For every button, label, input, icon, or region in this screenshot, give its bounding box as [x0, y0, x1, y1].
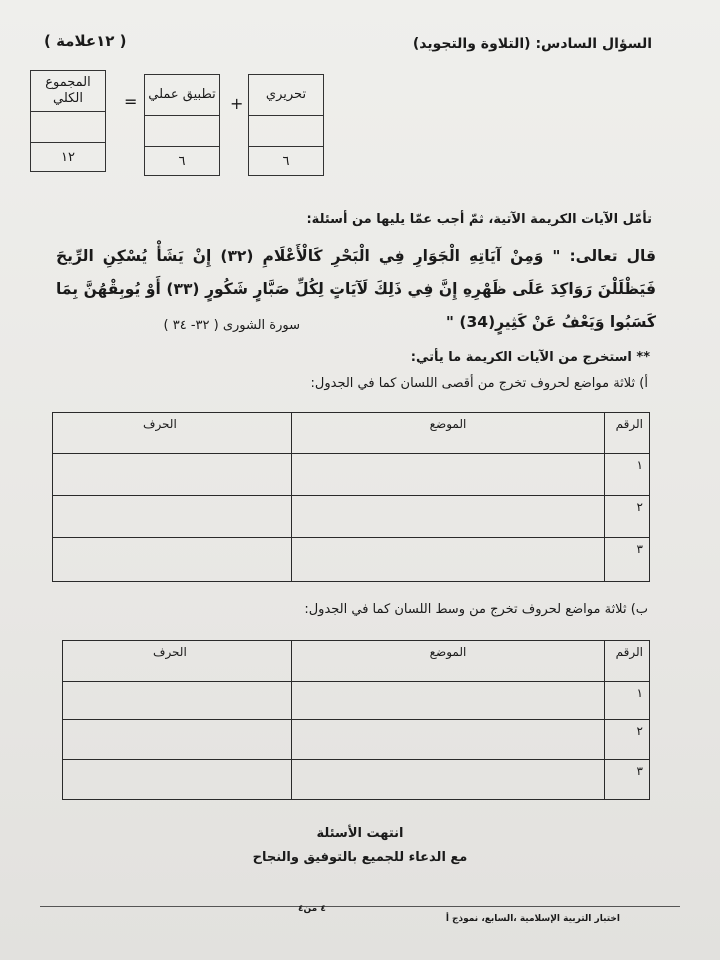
row-number: ٣ — [605, 760, 650, 800]
equals-sign: = — [124, 92, 138, 111]
quran-verse: قال تعالى: " وَمِنْ آيَاتِهِ الْجَوَارِ فِي الْبَحْرِ كَالْأَعْلَامِ (٣٢) إِنْ يَشَأْ يُسْكِنِ الرِّيحَ فَيَظْلَلْنَ رَوَاكِدَ عَلَى ظَهْرِهِ إِنَّ فِي ذَلِكَ لَآيَاتٍ لِكُلِّ صَبَّارٍ شَكُورٍ (٣٣) أَوْ يُوبِقْهُنَّ بِمَا كَسَبُوا وَيَعْفُ عَنْ كَثِيرٍ(34) " — [56, 247, 656, 331]
letter-cell[interactable] — [63, 720, 292, 760]
row-number: ٣ — [605, 538, 650, 582]
header-letter: الحرف — [63, 641, 292, 682]
plus-sign: + — [230, 94, 244, 113]
part-a-prompt: أ) ثلاثة مواضع لحروف تخرج من أقصى اللسان كما في الجدول: — [310, 376, 648, 391]
answer-table-b — [62, 640, 650, 800]
total-label: المجموع الكلي — [31, 71, 105, 112]
footer-divider — [40, 906, 680, 907]
table-row — [63, 720, 650, 760]
surah-reference: سورة الشورى ( ٣٢- ٣٤ ) — [163, 318, 300, 333]
letter-cell[interactable] — [53, 538, 292, 582]
total-value: ١٢ — [61, 149, 75, 165]
position-cell[interactable] — [292, 760, 605, 800]
total-blank — [31, 112, 105, 143]
table-row — [53, 496, 650, 538]
position-cell[interactable] — [292, 538, 605, 582]
position-cell[interactable] — [292, 454, 605, 496]
header-number: الرقم — [605, 413, 650, 454]
footer-page-number: ٤ من٤ — [298, 904, 326, 914]
header-number: الرقم — [605, 641, 650, 682]
position-cell[interactable] — [292, 496, 605, 538]
closing-line-2: مع الدعاء للجميع بالتوفيق والنجاح — [252, 850, 468, 865]
practical-value: ٦ — [178, 153, 186, 169]
position-cell[interactable] — [292, 720, 605, 760]
written-score-box — [248, 74, 324, 176]
table-header-row — [63, 641, 650, 682]
letter-cell[interactable] — [53, 496, 292, 538]
header-position: الموضع — [292, 641, 605, 682]
written-label: تحريري — [249, 75, 323, 116]
row-number: ٢ — [605, 720, 650, 760]
written-blank — [249, 116, 323, 147]
written-value: ٦ — [282, 153, 290, 169]
table-header-row — [53, 413, 650, 454]
header-letter: الحرف — [53, 413, 292, 454]
practical-blank — [145, 116, 219, 147]
row-number: ١ — [605, 454, 650, 496]
table-row — [53, 454, 650, 496]
total-score-box — [30, 70, 106, 172]
part-b-prompt: ب) ثلاثة مواضع لحروف تخرج من وسط اللسان كما في الجدول: — [304, 602, 648, 617]
extract-prompt: ** استخرج من الآيات الكريمة ما يأتي: — [410, 350, 650, 365]
question-title: السؤال السادس: (التلاوة والتجويد) — [412, 36, 652, 52]
header-position: الموضع — [292, 413, 605, 454]
letter-cell[interactable] — [63, 682, 292, 720]
table-row — [63, 682, 650, 720]
row-number: ٢ — [605, 496, 650, 538]
letter-cell[interactable] — [53, 454, 292, 496]
letter-cell[interactable] — [63, 760, 292, 800]
table-row — [63, 760, 650, 800]
table-row — [53, 538, 650, 582]
marks-label: ( ١٢علامة ) — [44, 32, 127, 50]
practical-label: تطبيق عملي — [145, 75, 219, 116]
row-number: ١ — [605, 682, 650, 720]
instruction-text: تأمّل الآيات الكريمة الآتية، ثمّ أجب عمّا يليها من أسئلة: — [306, 212, 652, 227]
practical-score-box — [144, 74, 220, 176]
closing-line-1: انتهت الأسئلة — [316, 826, 404, 841]
footer-exam-name: اختبار التربية الإسلامية ،السابع، نموذج أ — [445, 914, 620, 924]
position-cell[interactable] — [292, 682, 605, 720]
answer-table-a — [52, 412, 650, 582]
